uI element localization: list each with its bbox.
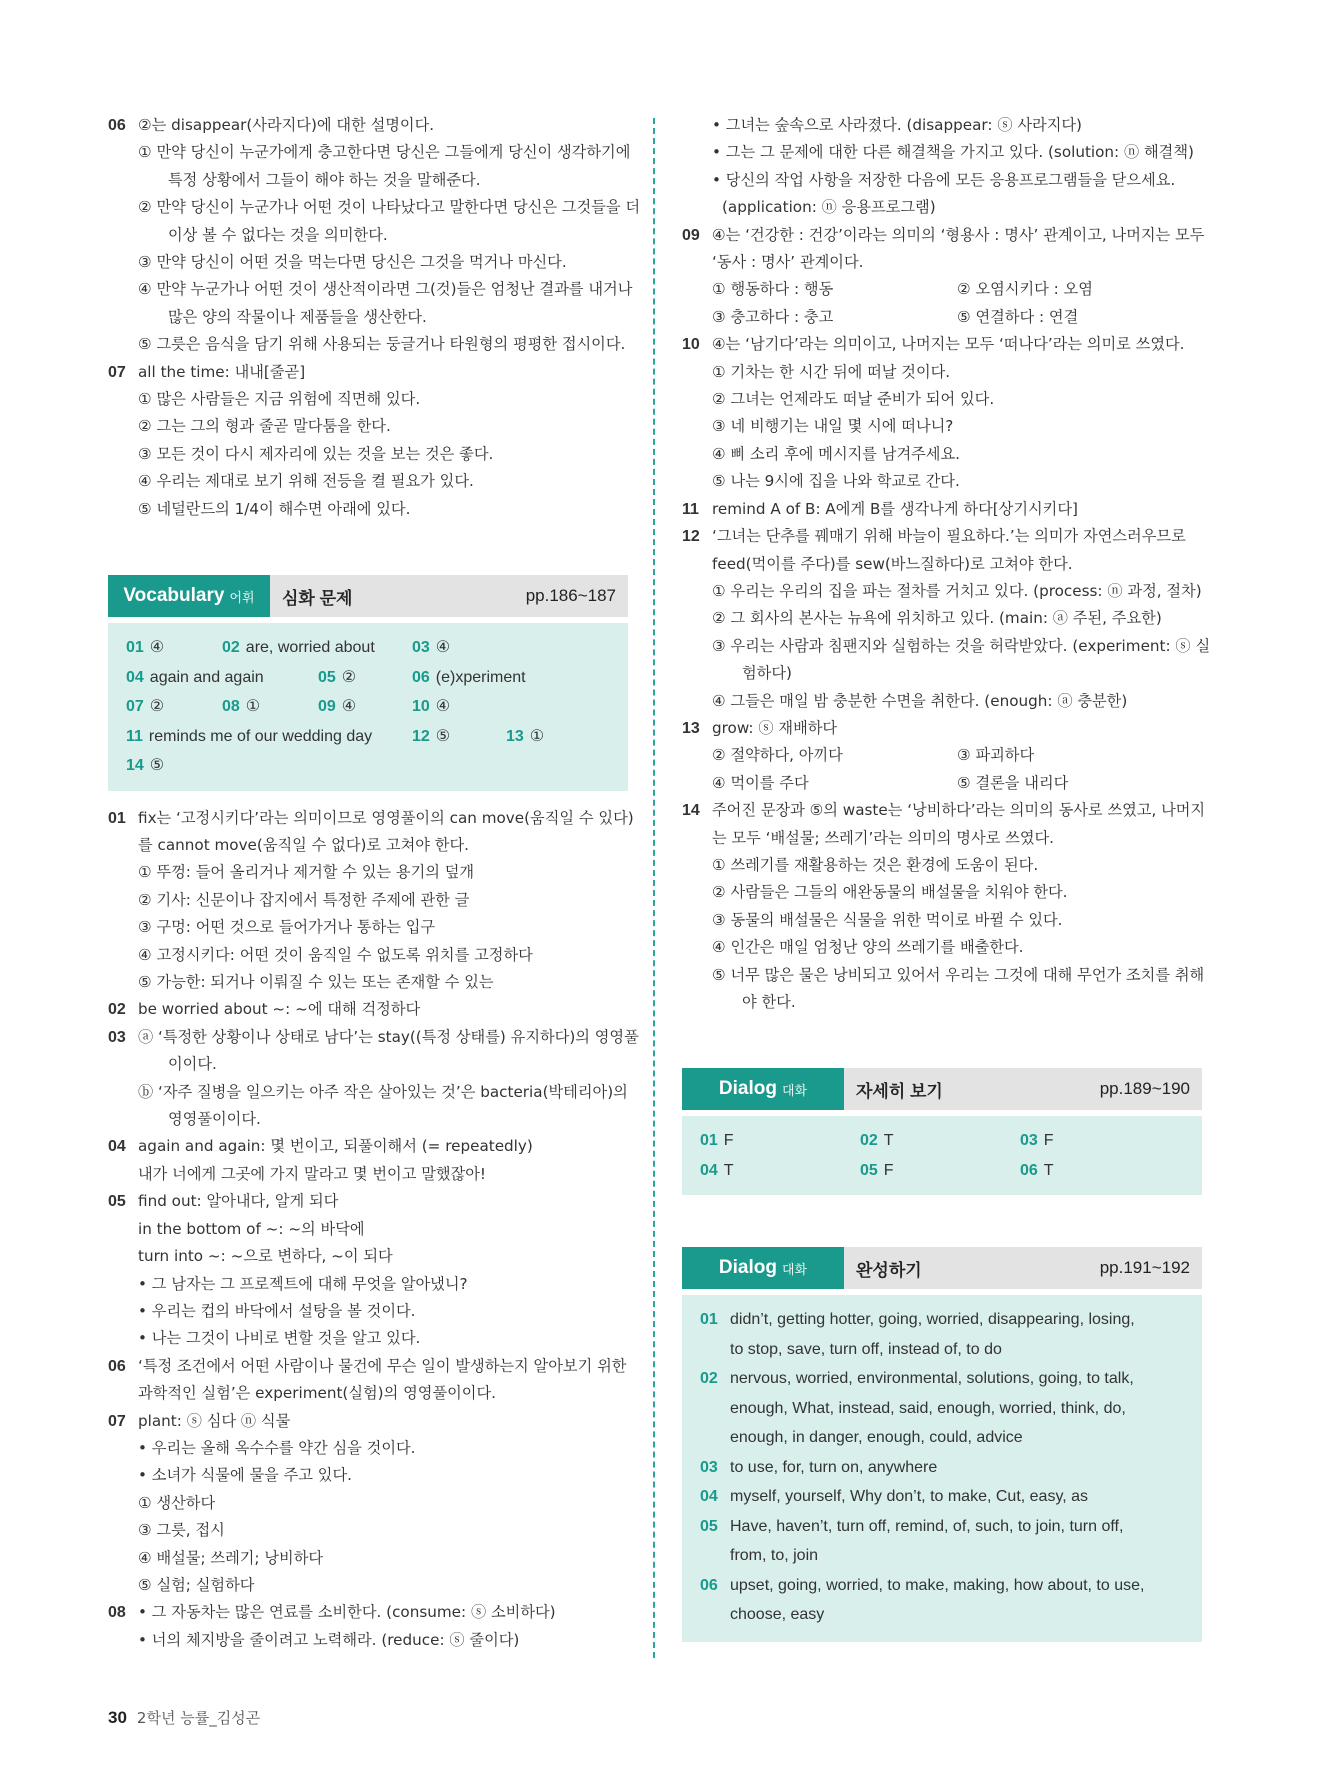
entry-line: ① 기차는 한 시간 뒤에 떠날 것이다. <box>712 362 951 381</box>
entry-line: ④는 ‘남기다’라는 의미이고, 나머지는 모두 ‘떠나다’라는 의미로 쓰였다. <box>712 335 1185 354</box>
banner-subtitle: 대화 <box>781 1261 808 1277</box>
vocabulary-answer-box <box>108 623 628 791</box>
entry-07 <box>108 359 628 523</box>
answer-value: T <box>723 1161 734 1179</box>
entry-line: ① 생산하다 <box>138 1493 216 1512</box>
banner-section: 완성하기 <box>856 1260 922 1280</box>
entry-line: ④ 만약 누군가나 어떤 것이 생산적이라면 그(것)들은 엄청난 결과를 내거나 <box>138 280 633 299</box>
entry-line: ⑤ 그릇은 음식을 담기 위해 사용되는 둥글거나 타원형의 평평한 접시이다. <box>138 335 626 354</box>
entry-line: • 그 자동차는 많은 연료를 소비한다. (consume: ⓢ 소비하다) <box>138 1603 556 1622</box>
answer-value: ⑤ <box>435 727 451 745</box>
entry-line: 를 cannot move(움직일 수 없다)로 고쳐야 한다. <box>138 836 469 854</box>
answer-value: ④ <box>435 698 451 716</box>
answer-value: again and again <box>149 668 264 686</box>
entry-number: 05 <box>108 1193 126 1211</box>
answer-number: 01 <box>700 1132 718 1150</box>
banner-title: Vocabulary <box>123 585 225 607</box>
answer-number: 06 <box>700 1576 718 1594</box>
answer-number: 06 <box>412 668 430 686</box>
vocab-entry-14 <box>682 797 1206 1016</box>
entry-line: ⑤ 실험; 실험하다 <box>138 1575 255 1594</box>
entry-line: 영영풀이이다. <box>168 1110 261 1129</box>
entry-line: ② 오염시키다 : 오염 <box>957 280 1093 299</box>
entry-line: ② 절약하다, 아끼다 <box>712 746 843 765</box>
answer-value: ⑤ <box>149 757 165 775</box>
banner-subtitle: 대화 <box>781 1082 808 1098</box>
entry-number: 14 <box>682 802 700 820</box>
entry-line: fix는 ‘고정시키다’라는 의미이므로 영영풀이의 can move(움직일 수 있다) <box>138 808 634 827</box>
answer-number: 03 <box>1020 1132 1038 1150</box>
page-footer <box>108 1707 260 1728</box>
entry-line: • 그는 그 문제에 대한 다른 해결책을 가지고 있다. (solution: ⓝ 해결책) <box>712 143 1194 162</box>
column-divider <box>653 118 655 1658</box>
dialog-complete-banner <box>682 1247 1202 1289</box>
answer-value: F <box>723 1132 734 1150</box>
entry-line: ⑤ 연결하다 : 연결 <box>957 307 1079 326</box>
entry-number: 10 <box>682 336 700 354</box>
entry-number: 13 <box>682 719 700 737</box>
entry-line: ③ 그릇, 접시 <box>138 1521 225 1540</box>
answer-number: 05 <box>860 1161 878 1179</box>
vocab-entry-10 <box>682 331 1202 495</box>
entry-line: 야 한다. <box>742 993 796 1011</box>
entry-line: ④ 그들은 매일 밤 충분한 수면을 취한다. (enough: ⓐ 충분한) <box>712 691 1128 710</box>
entry-line: ② 만약 당신이 누군가나 어떤 것이 나타났다고 말한다면 당신은 그것들을 더 <box>138 198 641 217</box>
entry-line: find out: 알아내다, 알게 되다 <box>138 1192 339 1211</box>
answer-value: F <box>883 1161 894 1179</box>
banner-pages: pp.191~192 <box>1099 1258 1190 1278</box>
entry-number: 07 <box>108 1412 126 1430</box>
banner-pages: pp.189~190 <box>1099 1079 1190 1099</box>
entry-line: be worried about ~: ~에 대해 걱정하다 <box>138 1000 421 1019</box>
entry-line: ① 쓰레기를 재활용하는 것은 환경에 도움이 된다. <box>712 855 1039 874</box>
entry-line: ⓑ ‘자주 질병을 일으키는 아주 작은 살아있는 것’은 bacteria(박테리아)의 <box>138 1082 628 1101</box>
answer-number: 10 <box>412 698 430 716</box>
entry-line: ④ 우리는 제대로 보기 위해 전등을 켤 필요가 있다. <box>138 472 474 491</box>
entry-line: ④는 ‘건강한 : 건강’이라는 의미의 ‘형용사 : 명사’ 관계이고, 나머지는 모두 <box>712 225 1205 244</box>
answer-value: reminds me of our wedding day <box>148 727 373 745</box>
entry-line: ④ 먹이를 주다 <box>712 773 809 792</box>
answer-value: F <box>1043 1132 1054 1150</box>
answer-line: nervous, worried, environmental, solutions, going, to talk, <box>730 1370 1134 1388</box>
right-column <box>682 112 1211 1642</box>
entry-line: ③ 구멍: 어떤 것으로 들어가거나 통하는 입구 <box>138 918 436 937</box>
entry-line: ⑤ 나는 9시에 집을 나와 학교로 간다. <box>712 472 960 491</box>
entry-line: • 당신의 작업 사항을 저장한 다음에 모든 응용프로그램들을 닫으세요. <box>712 170 1176 189</box>
answer-value: ④ <box>435 639 451 657</box>
banner-title: Dialog <box>718 1257 777 1279</box>
answer-line: to stop, save, turn off, instead of, to do <box>730 1340 1002 1358</box>
vocab-entry-03 <box>108 1024 639 1134</box>
entry-line: ① 행동하다 : 행동 <box>712 280 834 299</box>
banner-section: 심화 문제 <box>282 588 353 608</box>
entry-line: ③ 모든 것이 다시 제자리에 있는 것을 보는 것은 좋다. <box>138 444 494 463</box>
page-number: 30 <box>108 1708 127 1727</box>
entry-line: ① 많은 사람들은 지금 위험에 직면해 있다. <box>138 390 421 409</box>
answer-line: upset, going, worried, to make, making, how about, to use, <box>730 1576 1145 1594</box>
vocab-entry-13 <box>682 715 1202 797</box>
answer-value: T <box>883 1132 894 1150</box>
entry-number: 12 <box>682 528 700 546</box>
dialog-complete-answer-box <box>682 1295 1202 1642</box>
entry-line: 이이다. <box>168 1055 217 1074</box>
entry-line: • 너의 체지방을 줄이려고 노력해라. (reduce: ⓢ 줄이다) <box>138 1630 520 1649</box>
answer-number: 04 <box>700 1161 718 1179</box>
entry-line: 과학적인 실험’은 experiment(실험)의 영영풀이이다. <box>138 1384 496 1403</box>
answer-number: 04 <box>126 668 144 686</box>
answer-line: enough, in danger, enough, could, advice <box>730 1429 1023 1447</box>
entry-line: ③ 파괴하다 <box>957 746 1035 765</box>
entry-line: ② 그 회사의 본사는 뉴욕에 위치하고 있다. (main: ⓐ 주된, 주요한) <box>712 609 1162 628</box>
entry-line: ⑤ 너무 많은 물은 낭비되고 있어서 우리는 그것에 대해 무언가 조치를 취해 <box>712 965 1205 984</box>
answer-line: didn’t, getting hotter, going, worried, disappearing, losing, <box>730 1311 1135 1329</box>
entry-number: 03 <box>108 1028 126 1046</box>
left-column <box>108 112 641 1654</box>
entry-line: ① 뚜껑: 들어 올리거나 제거할 수 있는 용기의 덮개 <box>138 863 475 882</box>
entry-line: ③ 동물의 배설물은 식물을 위한 먹이로 바뀔 수 있다. <box>712 910 1063 929</box>
entry-line: 험하다) <box>742 664 792 683</box>
entry-number: 01 <box>108 809 126 827</box>
banner-label <box>108 575 270 617</box>
entry-line: ③ 만약 당신이 어떤 것을 먹는다면 당신은 그것을 먹거나 마신다. <box>138 253 567 272</box>
answer-line: choose, easy <box>730 1606 825 1624</box>
answer-value: ① <box>245 698 261 716</box>
answer-number: 05 <box>318 668 336 686</box>
entry-line: 주어진 문장과 ⑤의 waste는 ‘낭비하다’라는 의미의 동사로 쓰였고, 나머지 <box>712 801 1206 820</box>
entry-line: 특정 상황에서 그들이 해야 하는 것을 말해준다. <box>168 170 481 189</box>
vocab-entry-05 <box>108 1188 628 1352</box>
entry-line: again and again: 몇 번이고, 되풀이해서 (= repeatedly) <box>138 1137 533 1156</box>
answer-line: to use, for, turn on, anywhere <box>730 1458 938 1476</box>
answer-number: 07 <box>126 698 144 716</box>
entry-line: ④ 삐 소리 후에 메시지를 남겨주세요. <box>712 444 960 463</box>
vocab-entry-02 <box>108 996 628 1023</box>
answer-number: 14 <box>126 757 144 775</box>
vocab-entry-04 <box>108 1133 628 1188</box>
answer-number: 02 <box>860 1132 878 1150</box>
answer-value: T <box>1043 1161 1054 1179</box>
answer-number: 03 <box>700 1458 718 1476</box>
answer-number: 05 <box>700 1517 718 1535</box>
answer-number: 02 <box>700 1370 718 1388</box>
entry-line: ⑤ 결론을 내리다 <box>957 773 1069 792</box>
entry-line: • 그 남자는 그 프로젝트에 대해 무엇을 알아냈니? <box>138 1274 468 1293</box>
entry-line: ⓐ ‘특정한 상황이나 상태로 남다’는 stay((특정 상태를) 유지하다)의 영영풀 <box>138 1027 639 1046</box>
vocab-entry-06 <box>108 1353 628 1408</box>
vocab-entry-08 <box>108 1599 628 1654</box>
vocab-entry-11 <box>682 496 1202 523</box>
answer-number: 03 <box>412 639 430 657</box>
banner-title: Dialog <box>718 1078 777 1100</box>
answer-value: (e)xperiment <box>435 668 526 686</box>
dialog-detail-answer-box <box>682 1116 1202 1195</box>
entry-line: • 소녀가 식물에 물을 주고 있다. <box>138 1466 352 1485</box>
entry-line: plant: ⓢ 심다 ⓝ 식물 <box>138 1411 291 1430</box>
entry-line: ‘특정 조건에서 어떤 사람이나 물건에 무슨 일이 발생하는지 알아보기 위한 <box>138 1356 627 1375</box>
entry-line: ④ 고정시키다: 어떤 것이 움직일 수 없도록 위치를 고정하다 <box>138 945 533 964</box>
answer-number: 12 <box>412 727 430 745</box>
entry-line: ‘동사 : 명사’ 관계이다. <box>712 253 864 272</box>
vocab-entry-09 <box>682 222 1205 332</box>
entry-line: feed(먹이를 주다)를 sew(바느질하다)로 고쳐야 한다. <box>712 554 1073 573</box>
answer-number: 06 <box>1020 1161 1038 1179</box>
entry-line: (application: ⓝ 응용프로그램) <box>722 198 936 217</box>
answer-value: ④ <box>149 639 165 657</box>
entry-line: ‘그녀는 단추를 꿰매기 위해 바늘이 필요하다.’는 의미가 자연스러우므로 <box>712 527 1186 546</box>
entry-line: • 그녀는 숲속으로 사라졌다. (disappear: ⓢ 사라지다) <box>712 116 1082 134</box>
answer-number: 02 <box>222 639 240 657</box>
entry-line: ② 그는 그의 형과 줄곧 말다툼을 한다. <box>138 417 391 436</box>
entry-line: remind A of B: A에게 B를 생각나게 하다[상기시키다] <box>712 499 1078 518</box>
entry-line: ⑤ 네덜란드의 1/4이 해수면 아래에 있다. <box>138 499 411 518</box>
entry-line: turn into ~: ~으로 변하다, ~이 되다 <box>138 1247 393 1266</box>
entry-line: ③ 우리는 사람과 침팬지와 실험하는 것을 허락받았다. (experiment: ⓢ 실 <box>712 636 1211 655</box>
dialog-detail-banner <box>682 1068 1202 1110</box>
entry-line: ② 그녀는 언제라도 떠날 준비가 되어 있다. <box>712 390 995 409</box>
entry-number: 02 <box>108 1001 126 1019</box>
entry-number: 11 <box>682 500 699 518</box>
banner-label <box>682 1068 844 1110</box>
entry-number: 09 <box>682 226 700 244</box>
banner-section: 자세히 보기 <box>856 1081 943 1101</box>
answer-line: myself, yourself, Why don’t, to make, Cut, easy, as <box>730 1488 1089 1506</box>
vocab-entry-12 <box>682 523 1211 715</box>
entry-line: ② 기사: 신문이나 잡지에서 특정한 주제에 관한 글 <box>138 890 470 909</box>
entry-number: 06 <box>108 1357 126 1375</box>
answer-number: 04 <box>700 1488 718 1506</box>
answer-line: enough, What, instead, said, enough, worried, think, do, <box>730 1399 1126 1417</box>
entry-line: ① 만약 당신이 누군가에게 충고한다면 당신은 그들에게 당신이 생각하기에 <box>138 143 631 162</box>
vocab-entry-01 <box>108 805 634 997</box>
answer-line: from, to, join <box>730 1547 819 1565</box>
answer-number: 08 <box>222 698 240 716</box>
vocab-entry-08-continued <box>682 112 1202 222</box>
entry-line: ④ 인간은 매일 엄청난 양의 쓰레기를 배출한다. <box>712 938 1024 957</box>
answer-value: ④ <box>341 698 357 716</box>
entry-line: grow: ⓢ 재배하다 <box>712 718 838 737</box>
answer-number: 01 <box>126 639 144 657</box>
entry-line: ③ 네 비행기는 내일 몇 시에 떠나니? <box>712 417 954 436</box>
footer-text: 2학년 능률_김성곤 <box>136 1709 261 1727</box>
entry-number: 07 <box>108 363 126 381</box>
entry-line: 는 모두 ‘배설물; 쓰레기’라는 의미의 명사로 쓰였다. <box>712 828 1054 847</box>
entry-line: • 나는 그것이 나비로 변할 것을 알고 있다. <box>138 1329 421 1348</box>
entry-number: 08 <box>108 1604 126 1622</box>
answer-value: ② <box>149 698 165 716</box>
entry-line: ③ 충고하다 : 충고 <box>712 307 834 326</box>
entry-number: 04 <box>108 1138 126 1156</box>
entry-line: ②는 disappear(사라지다)에 대한 설명이다. <box>138 116 435 134</box>
answer-number: 11 <box>126 727 143 745</box>
answer-number: 09 <box>318 698 336 716</box>
vocab-entry-07 <box>108 1408 628 1600</box>
answer-number: 01 <box>700 1311 718 1329</box>
entry-line: • 우리는 컵의 바닥에서 설탕을 볼 것이다. <box>138 1301 416 1320</box>
entry-06 <box>108 112 641 359</box>
entry-line: 많은 양의 작물이나 제품들을 생산한다. <box>168 307 427 326</box>
entry-line: ④ 배설물; 쓰레기; 낭비하다 <box>138 1548 324 1567</box>
entry-line: ⑤ 가능한: 되거나 이뤄질 수 있는 또는 존재할 수 있는 <box>138 973 494 992</box>
entry-line: all the time: 내내[줄곧] <box>138 362 306 381</box>
entry-line: ① 우리는 우리의 집을 파는 절차를 거치고 있다. (process: ⓝ 과정, 절차) <box>712 581 1202 600</box>
answer-line: Have, haven’t, turn off, remind, of, such, to join, turn off, <box>730 1517 1124 1535</box>
answer-number: 13 <box>506 727 524 745</box>
entry-line: • 우리는 올해 옥수수를 약간 심을 것이다. <box>138 1438 416 1457</box>
entry-line: ② 사람들은 그들의 애완동물의 배설물을 치워야 한다. <box>712 883 1068 902</box>
vocabulary-banner <box>108 575 628 617</box>
entry-line: in the bottom of ~: ~의 바닥에 <box>138 1219 365 1238</box>
banner-label <box>682 1247 844 1289</box>
answer-value: are, worried about <box>245 639 375 657</box>
answer-value: ② <box>341 668 357 686</box>
answer-value: ① <box>529 727 545 745</box>
entry-number: 06 <box>108 117 126 134</box>
entry-line: 이상 볼 수 없다는 것을 의미한다. <box>168 225 388 244</box>
banner-subtitle: 어휘 <box>229 589 255 605</box>
banner-pages: pp.186~187 <box>525 586 616 606</box>
entry-line: 내가 너에게 그곳에 가지 말라고 몇 번이고 말했잖아! <box>138 1164 486 1183</box>
